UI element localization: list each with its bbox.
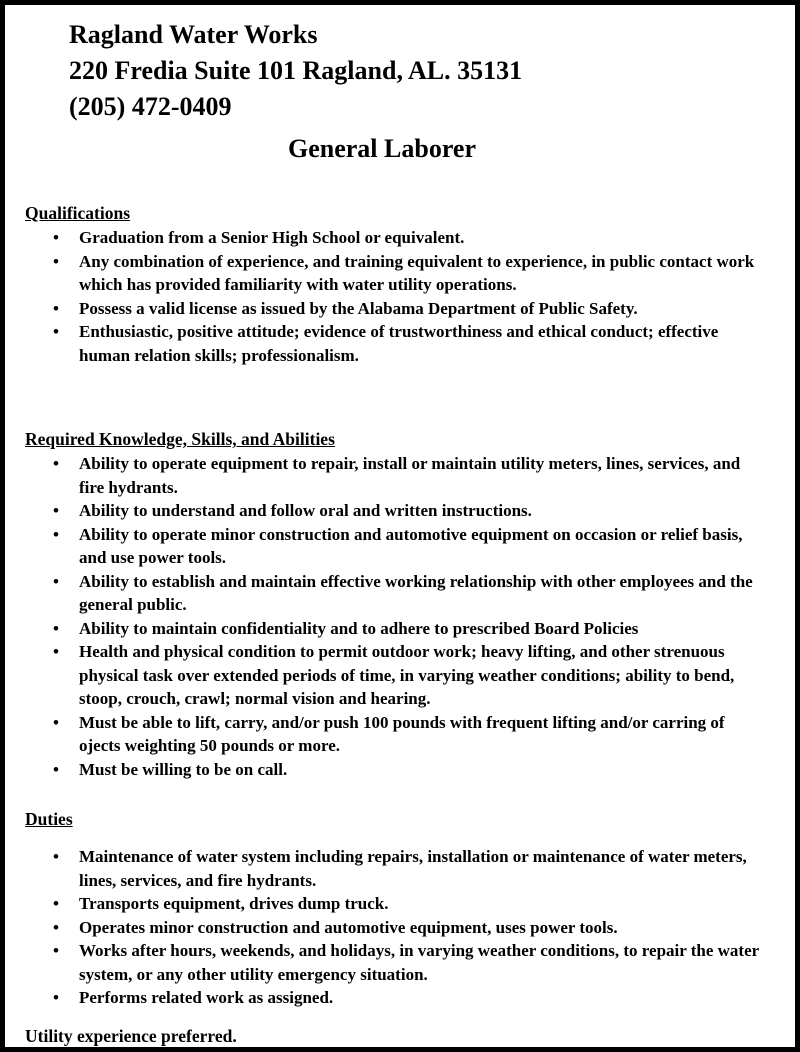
section-qualifications [21,201,767,367]
footer-note: Utility experience preferred. [25,1025,237,1046]
list-item: • Ability to understand and follow oral and written instructions. [21,499,767,523]
section-heading-duties: Duties [25,809,73,829]
duties-list [21,845,767,1010]
letterhead [69,17,767,125]
company-name: Ragland Water Works [69,20,318,49]
job-title: General Laborer [288,134,476,163]
list-item: • Ability to operate minor construction and automotive equipment on occasion or relief basis, and use power tools. [21,523,767,570]
list-item: • Transports equipment, drives dump truck. [21,892,767,916]
section-duties [21,807,767,1010]
list-item: • Must be able to lift, carry, and/or push 100 pounds with frequent lifting and/or carring of ojects weighting 50 pounds or more. [21,711,767,758]
required-knowledge-list [21,452,767,781]
list-item: • Maintenance of water system including repairs, installation or maintenance of water meters, lines, services, and fire hydrants. [21,845,767,892]
list-item: • Enthusiastic, positive attitude; evidence of trustworthiness and ethical conduct; effective human relation skills; professionalism. [21,320,767,367]
list-item: • Ability to establish and maintain effective working relationship with other employees and the general public. [21,570,767,617]
list-item: • Operates minor construction and automotive equipment, uses power tools. [21,916,767,940]
company-address: 220 Fredia Suite 101 Ragland, AL. 35131 [69,56,523,85]
list-item: • Ability to operate equipment to repair, install or maintain utility meters, lines, services, and fire hydrants. [21,452,767,499]
list-item: • Ability to maintain confidentiality and to adhere to prescribed Board Policies [21,617,767,641]
section-required-knowledge [21,427,767,781]
list-item: • Graduation from a Senior High School or equivalent. [21,226,767,250]
list-item: • Any combination of experience, and training equivalent to experience, in public contact work which has provided familiarity with water utility operations. [21,250,767,297]
list-item: • Must be willing to be on call. [21,758,767,782]
section-heading-qualifications: Qualifications [25,203,131,223]
section-heading-required-knowledge: Required Knowledge, Skills, and Abilities [25,429,335,449]
list-item: • Health and physical condition to permit outdoor work; heavy lifting, and other strenuous physical task over extended periods of time, in varying weather conditions; ability to bend, stoop, crouch, crawl; normal vision and hearing. [21,640,767,711]
qualifications-list [21,226,767,367]
list-item: • Possess a valid license as issued by the Alabama Department of Public Safety. [21,297,767,321]
company-phone: (205) 472-0409 [69,92,232,121]
list-item: • Performs related work as assigned. [21,986,767,1010]
list-item: • Works after hours, weekends, and holidays, in varying weather conditions, to repair the water system, or any other utility emergency situation. [21,939,767,986]
